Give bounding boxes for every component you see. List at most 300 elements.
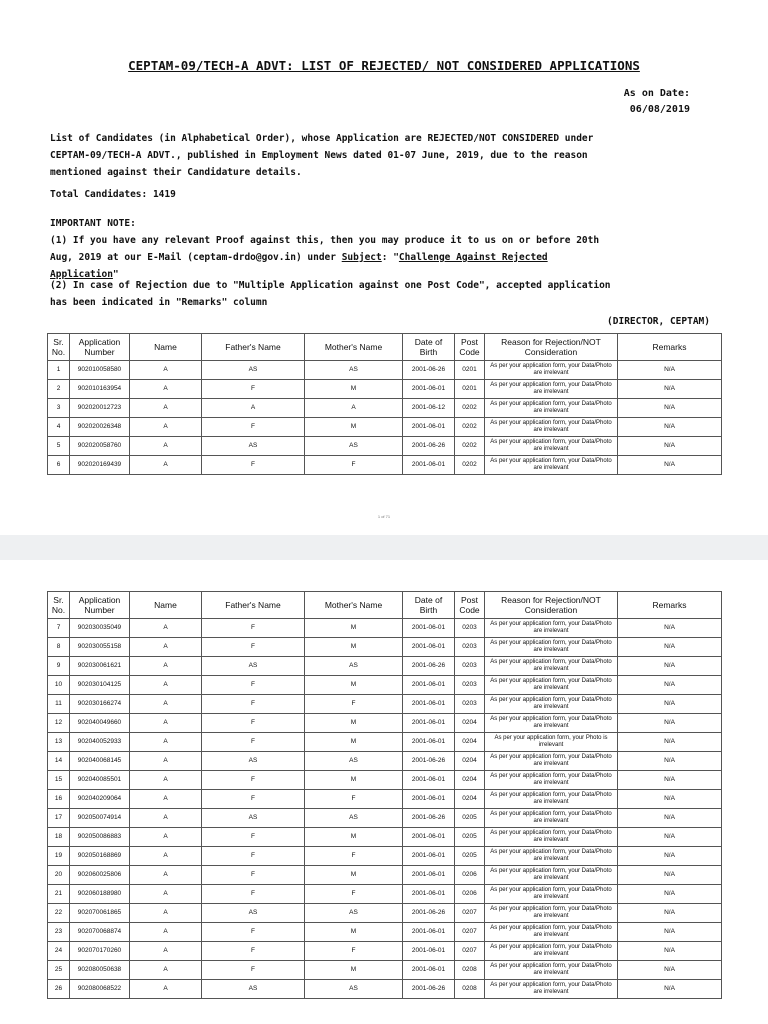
cell-remarks: N/A (618, 380, 722, 399)
cell-fathers-name: F (202, 456, 305, 475)
cell-reason: As per your application form, your Data/Photo are irrelevant (485, 418, 618, 437)
cell-remarks: N/A (618, 418, 722, 437)
cell-fathers-name: F (202, 961, 305, 980)
note-1-end: " (112, 269, 119, 280)
column-header-sr-no: Sr. No. (48, 592, 70, 619)
cell-sr-no: 18 (48, 828, 70, 847)
cell-name: A (130, 923, 202, 942)
cell-sr-no: 22 (48, 904, 70, 923)
cell-sr-no: 19 (48, 847, 70, 866)
cell-date-of-birth: 2001-06-01 (403, 790, 455, 809)
cell-fathers-name: F (202, 695, 305, 714)
rejected-applications-table-continued (47, 591, 722, 999)
cell-fathers-name: F (202, 790, 305, 809)
cell-reason: As per your application form, your Data/Photo are irrelevant (485, 695, 618, 714)
column-header-post-code: Post Code (455, 592, 485, 619)
column-header-fathers-name: Father's Name (202, 334, 305, 361)
cell-sr-no: 3 (48, 399, 70, 418)
cell-reason: As per your application form, your Data/Photo are irrelevant (485, 771, 618, 790)
table-row (48, 942, 722, 961)
cell-date-of-birth: 2001-06-01 (403, 733, 455, 752)
table-row (48, 866, 722, 885)
cell-application-number: 902040052933 (70, 733, 130, 752)
table-row (48, 752, 722, 771)
date-value: 06/08/2019 (629, 104, 690, 115)
intro-text: List of Candidates (in Alphabetical Order), whose Application are REJECTED/NOT CONSIDERED under CEPTAM-09/TECH-A ADVT., published in Employment News dated 01-07 June, 2019, due to the reason mentioned against their Candidature details. (50, 133, 594, 178)
cell-remarks: N/A (618, 456, 722, 475)
cell-reason: As per your application form, your Data/Photo are irrelevant (485, 752, 618, 771)
cell-date-of-birth: 2001-06-01 (403, 828, 455, 847)
cell-name: A (130, 904, 202, 923)
cell-sr-no: 25 (48, 961, 70, 980)
cell-reason: As per your application form, your Data/Photo are irrelevant (485, 456, 618, 475)
cell-remarks: N/A (618, 942, 722, 961)
column-header-post-code: Post Code (455, 334, 485, 361)
table-row (48, 904, 722, 923)
note-2: (2) In case of Rejection due to "Multiple Application against one Post Code", accepted application has been indicated in "Remarks" column (50, 280, 611, 308)
table-row (48, 418, 722, 437)
cell-remarks: N/A (618, 657, 722, 676)
column-header-fathers-name: Father's Name (202, 592, 305, 619)
table-header-row (48, 334, 722, 361)
cell-fathers-name: F (202, 923, 305, 942)
cell-date-of-birth: 2001-06-01 (403, 866, 455, 885)
cell-application-number: 902050168869 (70, 847, 130, 866)
cell-mothers-name: F (305, 790, 403, 809)
cell-fathers-name: F (202, 885, 305, 904)
cell-mothers-name: M (305, 828, 403, 847)
cell-mothers-name: AS (305, 437, 403, 456)
cell-name: A (130, 885, 202, 904)
column-header-application-number: Application Number (70, 592, 130, 619)
cell-sr-no: 1 (48, 361, 70, 380)
cell-mothers-name: F (305, 456, 403, 475)
cell-fathers-name: F (202, 638, 305, 657)
table-row (48, 456, 722, 475)
column-header-reason: Reason for Rejection/NOT Consideration (485, 334, 618, 361)
cell-remarks: N/A (618, 847, 722, 866)
cell-remarks: N/A (618, 904, 722, 923)
cell-date-of-birth: 2001-06-01 (403, 923, 455, 942)
cell-mothers-name: M (305, 923, 403, 942)
cell-application-number: 902020026348 (70, 418, 130, 437)
cell-reason: As per your application form, your Data/Photo are irrelevant (485, 923, 618, 942)
column-header-application-number: Application Number (70, 334, 130, 361)
table-body (48, 619, 722, 999)
table-row (48, 923, 722, 942)
cell-reason: As per your application form, your Data/Photo are irrelevant (485, 657, 618, 676)
cell-mothers-name: F (305, 942, 403, 961)
cell-remarks: N/A (618, 437, 722, 456)
cell-remarks: N/A (618, 923, 722, 942)
cell-application-number: 902040068145 (70, 752, 130, 771)
cell-name: A (130, 619, 202, 638)
cell-date-of-birth: 2001-06-01 (403, 695, 455, 714)
cell-remarks: N/A (618, 980, 722, 999)
cell-fathers-name: AS (202, 437, 305, 456)
cell-name: A (130, 752, 202, 771)
cell-name: A (130, 942, 202, 961)
cell-post-code: 0201 (455, 380, 485, 399)
column-header-name: Name (130, 592, 202, 619)
date-label: As on Date: (623, 88, 690, 99)
cell-date-of-birth: 2001-06-01 (403, 961, 455, 980)
cell-sr-no: 4 (48, 418, 70, 437)
cell-application-number: 902020012723 (70, 399, 130, 418)
cell-application-number: 902030104125 (70, 676, 130, 695)
table-row (48, 980, 722, 999)
cell-mothers-name: M (305, 733, 403, 752)
note-1-prefix: (1) If you have any relevant Proof against this, then you may produce it to us on or before 20th Aug, 2019 at our E-Mail (ceptam-drdo@gov.in) under (50, 235, 600, 263)
table-row (48, 885, 722, 904)
cell-post-code: 0202 (455, 456, 485, 475)
cell-sr-no: 23 (48, 923, 70, 942)
cell-date-of-birth: 2001-06-12 (403, 399, 455, 418)
cell-mothers-name: AS (305, 361, 403, 380)
note-1-subject: Challenge Against Rejected Application (50, 252, 548, 280)
cell-sr-no: 20 (48, 866, 70, 885)
cell-name: A (130, 695, 202, 714)
cell-sr-no: 11 (48, 695, 70, 714)
cell-sr-no: 10 (48, 676, 70, 695)
important-note (50, 215, 620, 283)
cell-mothers-name: M (305, 961, 403, 980)
cell-post-code: 0203 (455, 638, 485, 657)
cell-application-number: 902020058760 (70, 437, 130, 456)
cell-mothers-name: M (305, 771, 403, 790)
cell-date-of-birth: 2001-06-01 (403, 885, 455, 904)
cell-date-of-birth: 2001-06-26 (403, 752, 455, 771)
table-row (48, 714, 722, 733)
cell-remarks: N/A (618, 638, 722, 657)
cell-mothers-name: AS (305, 809, 403, 828)
note-1 (50, 232, 620, 283)
cell-remarks: N/A (618, 733, 722, 752)
table-row (48, 828, 722, 847)
cell-reason: As per your application form, your Data/Photo are irrelevant (485, 380, 618, 399)
cell-post-code: 0207 (455, 904, 485, 923)
table-row (48, 619, 722, 638)
cell-remarks: N/A (618, 809, 722, 828)
cell-name: A (130, 657, 202, 676)
cell-post-code: 0201 (455, 361, 485, 380)
cell-post-code: 0202 (455, 437, 485, 456)
cell-fathers-name: A (202, 399, 305, 418)
cell-sr-no: 13 (48, 733, 70, 752)
cell-sr-no: 17 (48, 809, 70, 828)
cell-name: A (130, 361, 202, 380)
cell-reason: As per your application form, your Data/Photo are irrelevant (485, 980, 618, 999)
cell-sr-no: 21 (48, 885, 70, 904)
cell-date-of-birth: 2001-06-26 (403, 809, 455, 828)
cell-remarks: N/A (618, 828, 722, 847)
cell-post-code: 0205 (455, 809, 485, 828)
cell-post-code: 0204 (455, 752, 485, 771)
column-header-remarks: Remarks (618, 334, 722, 361)
cell-remarks: N/A (618, 714, 722, 733)
cell-post-code: 0202 (455, 418, 485, 437)
cell-remarks: N/A (618, 790, 722, 809)
cell-name: A (130, 961, 202, 980)
cell-fathers-name: F (202, 733, 305, 752)
cell-sr-no: 2 (48, 380, 70, 399)
cell-post-code: 0208 (455, 961, 485, 980)
cell-remarks: N/A (618, 961, 722, 980)
cell-reason: As per your application form, your Data/Photo are irrelevant (485, 847, 618, 866)
cell-remarks: N/A (618, 399, 722, 418)
cell-name: A (130, 399, 202, 418)
column-header-date-of-birth: Date of Birth (403, 592, 455, 619)
cell-reason: As per your application form, your Data/Photo are irrelevant (485, 828, 618, 847)
cell-reason: As per your application form, your Photo is irrelevant (485, 733, 618, 752)
cell-application-number: 902030166274 (70, 695, 130, 714)
cell-date-of-birth: 2001-06-26 (403, 657, 455, 676)
cell-application-number: 902080050638 (70, 961, 130, 980)
cell-remarks: N/A (618, 885, 722, 904)
cell-sr-no: 16 (48, 790, 70, 809)
cell-fathers-name: F (202, 828, 305, 847)
note-heading: IMPORTANT NOTE: (50, 218, 136, 229)
cell-remarks: N/A (618, 752, 722, 771)
cell-fathers-name: F (202, 418, 305, 437)
cell-application-number: 902070061865 (70, 904, 130, 923)
cell-name: A (130, 418, 202, 437)
cell-reason: As per your application form, your Data/Photo are irrelevant (485, 961, 618, 980)
note-1-subject-label: Subject (341, 252, 382, 263)
cell-sr-no: 26 (48, 980, 70, 999)
cell-application-number: 902070170260 (70, 942, 130, 961)
cell-reason: As per your application form, your Data/Photo are irrelevant (485, 809, 618, 828)
cell-post-code: 0205 (455, 828, 485, 847)
cell-reason: As per your application form, your Data/Photo are irrelevant (485, 942, 618, 961)
cell-remarks: N/A (618, 361, 722, 380)
cell-application-number: 902060188980 (70, 885, 130, 904)
cell-post-code: 0205 (455, 847, 485, 866)
cell-application-number: 902030061621 (70, 657, 130, 676)
cell-application-number: 902040209064 (70, 790, 130, 809)
cell-date-of-birth: 2001-06-01 (403, 619, 455, 638)
cell-application-number: 902060025806 (70, 866, 130, 885)
cell-post-code: 0203 (455, 695, 485, 714)
cell-mothers-name: A (305, 399, 403, 418)
table-row (48, 380, 722, 399)
column-header-date-of-birth: Date of Birth (403, 334, 455, 361)
cell-name: A (130, 866, 202, 885)
cell-reason: As per your application form, your Data/Photo are irrelevant (485, 619, 618, 638)
cell-mothers-name: F (305, 847, 403, 866)
cell-name: A (130, 638, 202, 657)
cell-date-of-birth: 2001-06-01 (403, 771, 455, 790)
cell-fathers-name: F (202, 771, 305, 790)
table-row (48, 361, 722, 380)
table-row (48, 961, 722, 980)
table-row (48, 695, 722, 714)
table-row (48, 809, 722, 828)
cell-mothers-name: F (305, 885, 403, 904)
cell-reason: As per your application form, your Data/Photo are irrelevant (485, 361, 618, 380)
cell-mothers-name: M (305, 638, 403, 657)
cell-reason: As per your application form, your Data/Photo are irrelevant (485, 638, 618, 657)
total-candidates: Total Candidates: 1419 (50, 189, 176, 200)
cell-date-of-birth: 2001-06-26 (403, 904, 455, 923)
cell-name: A (130, 980, 202, 999)
cell-post-code: 0203 (455, 657, 485, 676)
cell-name: A (130, 771, 202, 790)
table-row (48, 638, 722, 657)
cell-name: A (130, 456, 202, 475)
cell-post-code: 0207 (455, 942, 485, 961)
cell-fathers-name: AS (202, 752, 305, 771)
cell-sr-no: 8 (48, 638, 70, 657)
cell-post-code: 0206 (455, 885, 485, 904)
cell-name: A (130, 847, 202, 866)
cell-name: A (130, 809, 202, 828)
page-footer: 1 of 71 (377, 514, 391, 519)
cell-date-of-birth: 2001-06-01 (403, 847, 455, 866)
document-page-2 (0, 560, 768, 1024)
cell-application-number: 902010163954 (70, 380, 130, 399)
cell-sr-no: 6 (48, 456, 70, 475)
cell-reason: As per your application form, your Data/Photo are irrelevant (485, 714, 618, 733)
cell-mothers-name: AS (305, 752, 403, 771)
rejected-applications-table (47, 333, 722, 475)
cell-post-code: 0204 (455, 733, 485, 752)
cell-date-of-birth: 2001-06-01 (403, 676, 455, 695)
cell-sr-no: 12 (48, 714, 70, 733)
cell-fathers-name: AS (202, 809, 305, 828)
cell-sr-no: 7 (48, 619, 70, 638)
cell-application-number: 902030055158 (70, 638, 130, 657)
intro-paragraph (50, 130, 620, 181)
cell-date-of-birth: 2001-06-01 (403, 380, 455, 399)
cell-date-of-birth: 2001-06-01 (403, 456, 455, 475)
table-row (48, 733, 722, 752)
cell-application-number: 902050086883 (70, 828, 130, 847)
cell-mothers-name: M (305, 418, 403, 437)
document-title: CEPTAM-09/TECH-A ADVT: LIST OF REJECTED/ NOT CONSIDERED APPLICATIONS (128, 58, 640, 73)
cell-post-code: 0204 (455, 790, 485, 809)
cell-mothers-name: M (305, 380, 403, 399)
table-header-row (48, 592, 722, 619)
cell-application-number: 902030035049 (70, 619, 130, 638)
cell-name: A (130, 790, 202, 809)
cell-reason: As per your application form, your Data/Photo are irrelevant (485, 790, 618, 809)
cell-reason: As per your application form, your Data/Photo are irrelevant (485, 904, 618, 923)
cell-date-of-birth: 2001-06-26 (403, 980, 455, 999)
cell-remarks: N/A (618, 771, 722, 790)
cell-date-of-birth: 2001-06-01 (403, 638, 455, 657)
table-row (48, 847, 722, 866)
table-row (48, 790, 722, 809)
column-header-name: Name (130, 334, 202, 361)
cell-fathers-name: F (202, 866, 305, 885)
cell-reason: As per your application form, your Data/Photo are irrelevant (485, 866, 618, 885)
cell-fathers-name: AS (202, 361, 305, 380)
cell-application-number: 902040049660 (70, 714, 130, 733)
signature: (DIRECTOR, CEPTAM) (607, 316, 710, 327)
cell-remarks: N/A (618, 866, 722, 885)
cell-remarks: N/A (618, 676, 722, 695)
cell-name: A (130, 676, 202, 695)
cell-mothers-name: F (305, 695, 403, 714)
cell-fathers-name: F (202, 847, 305, 866)
cell-name: A (130, 437, 202, 456)
cell-fathers-name: AS (202, 657, 305, 676)
cell-application-number: 902020169439 (70, 456, 130, 475)
cell-sr-no: 5 (48, 437, 70, 456)
cell-sr-no: 24 (48, 942, 70, 961)
cell-post-code: 0204 (455, 771, 485, 790)
cell-post-code: 0203 (455, 619, 485, 638)
cell-remarks: N/A (618, 619, 722, 638)
cell-reason: As per your application form, your Data/Photo are irrelevant (485, 437, 618, 456)
table-row (48, 657, 722, 676)
cell-mothers-name: M (305, 619, 403, 638)
cell-post-code: 0206 (455, 866, 485, 885)
cell-post-code: 0208 (455, 980, 485, 999)
table-row (48, 437, 722, 456)
cell-name: A (130, 714, 202, 733)
cell-application-number: 902040085501 (70, 771, 130, 790)
cell-mothers-name: M (305, 714, 403, 733)
cell-post-code: 0203 (455, 676, 485, 695)
cell-date-of-birth: 2001-06-26 (403, 361, 455, 380)
column-header-reason: Reason for Rejection/NOT Consideration (485, 592, 618, 619)
cell-post-code: 0207 (455, 923, 485, 942)
cell-post-code: 0202 (455, 399, 485, 418)
cell-fathers-name: F (202, 619, 305, 638)
cell-name: A (130, 828, 202, 847)
column-header-mothers-name: Mother's Name (305, 334, 403, 361)
cell-mothers-name: M (305, 866, 403, 885)
table-row (48, 771, 722, 790)
cell-post-code: 0204 (455, 714, 485, 733)
table-row (48, 399, 722, 418)
cell-reason: As per your application form, your Data/Photo are irrelevant (485, 676, 618, 695)
column-header-sr-no: Sr. No. (48, 334, 70, 361)
cell-application-number: 902080068522 (70, 980, 130, 999)
cell-fathers-name: F (202, 380, 305, 399)
cell-fathers-name: F (202, 676, 305, 695)
cell-mothers-name: M (305, 676, 403, 695)
cell-reason: As per your application form, your Data/Photo are irrelevant (485, 885, 618, 904)
cell-reason: As per your application form, your Data/Photo are irrelevant (485, 399, 618, 418)
cell-fathers-name: F (202, 714, 305, 733)
cell-fathers-name: AS (202, 980, 305, 999)
date-block (624, 86, 690, 118)
table-row (48, 676, 722, 695)
cell-sr-no: 14 (48, 752, 70, 771)
cell-fathers-name: AS (202, 904, 305, 923)
cell-date-of-birth: 2001-06-01 (403, 942, 455, 961)
cell-application-number: 902010058580 (70, 361, 130, 380)
cell-sr-no: 9 (48, 657, 70, 676)
cell-mothers-name: AS (305, 904, 403, 923)
cell-remarks: N/A (618, 695, 722, 714)
cell-fathers-name: F (202, 942, 305, 961)
cell-mothers-name: AS (305, 657, 403, 676)
cell-date-of-birth: 2001-06-26 (403, 437, 455, 456)
note-1-colon: : " (381, 252, 399, 263)
cell-name: A (130, 380, 202, 399)
cell-application-number: 902070068874 (70, 923, 130, 942)
cell-name: A (130, 733, 202, 752)
column-header-mothers-name: Mother's Name (305, 592, 403, 619)
column-header-remarks: Remarks (618, 592, 722, 619)
cell-date-of-birth: 2001-06-01 (403, 418, 455, 437)
table-body (48, 361, 722, 475)
cell-sr-no: 15 (48, 771, 70, 790)
